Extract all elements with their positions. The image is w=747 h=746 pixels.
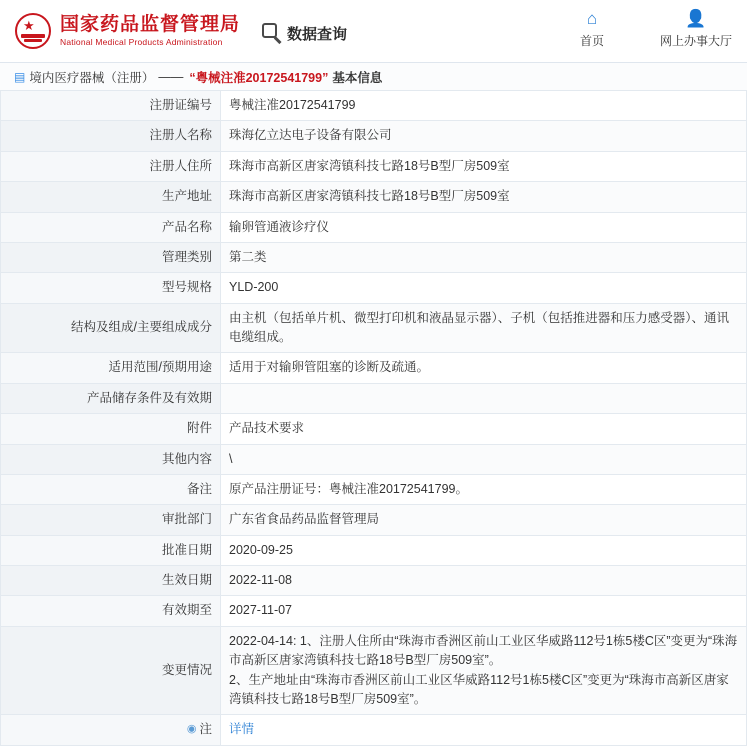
row-value: 珠海市高新区唐家湾镇科技七路18号B型厂房509室 (221, 151, 747, 181)
header-nav (555, 8, 733, 49)
row-value: 2022-04-14: 1、注册人住所由“珠海市香洲区前山工业区华威路112号1栋5楼C区”变更为“珠海市高新区唐家湾镇科技七路18号B型厂房509室”。 2、生产地址由“珠海市香洲区前山工业区华威路112号1栋5楼C区”变更为“珠海市高新区唐家湾镇科技七路18号B型厂房509室”。 (221, 626, 747, 715)
row-label: 注册人住所 (1, 151, 221, 181)
table-row (1, 505, 747, 535)
row-value: 珠海亿立达电子设备有限公司 (221, 121, 747, 151)
nav-item-service-hall[interactable] (659, 8, 733, 49)
table-row (1, 353, 747, 383)
row-value-note (221, 715, 747, 745)
row-value: 由主机（包括单片机、微型打印机和液晶显示器）、子机（包括推进器和压力感受器）、通讯电缆组成。 (221, 303, 747, 353)
table-row (1, 151, 747, 181)
org-name-cn: 国家药品监督管理局 (60, 14, 241, 36)
table-row (1, 596, 747, 626)
table-row (1, 121, 747, 151)
row-value: 珠海市高新区唐家湾镇科技七路18号B型厂房509室 (221, 182, 747, 212)
table-row (1, 444, 747, 474)
table-row (1, 414, 747, 444)
row-label: 变更情况 (1, 626, 221, 715)
org-name-en: National Medical Products Administration (60, 37, 223, 48)
table-row (1, 535, 747, 565)
row-value: 粤械注准20172541799 (221, 91, 747, 121)
table-row (1, 303, 747, 353)
registration-info-table (0, 90, 747, 746)
row-label: 生效日期 (1, 566, 221, 596)
home-icon: ⌂ (586, 9, 598, 28)
user-icon: 👤 (685, 9, 707, 28)
bullet-icon: ◉ (186, 723, 197, 736)
data-query-tag[interactable] (262, 19, 347, 44)
row-label: 产品名称 (1, 212, 221, 242)
row-label: 有效期至 (1, 596, 221, 626)
row-label: 审批部门 (1, 505, 221, 535)
row-label: 备注 (1, 474, 221, 504)
row-value: \ (221, 444, 747, 474)
document-icon: ▤ (14, 69, 26, 84)
row-value: 原产品注册证号：粤械注准20172541799。 (221, 474, 747, 504)
row-label: 结构及组成/主要组成成分 (1, 303, 221, 353)
nav-item-service-hall-label: 网上办事大厅 (659, 34, 732, 48)
org-names (60, 14, 240, 48)
data-query-label: 数据查询 (287, 25, 348, 43)
row-value: 广东省食品药品监督管理局 (221, 505, 747, 535)
nav-item-home[interactable] (555, 8, 629, 49)
row-label: 生产地址 (1, 182, 221, 212)
row-label: 管理类别 (1, 242, 221, 272)
breadcrumb-separator: —— (158, 69, 184, 84)
row-value: 第二类 (221, 242, 747, 272)
row-label: 附件 (1, 414, 221, 444)
table-row-change-history (1, 626, 747, 715)
site-header (0, 0, 747, 62)
table-row (1, 474, 747, 504)
table-row-note (1, 715, 747, 745)
note-label-text: 注 (199, 722, 212, 737)
table-row (1, 242, 747, 272)
details-link[interactable]: 详情 (229, 722, 255, 737)
breadcrumb-highlight: “粤械注准20172541799” (189, 70, 329, 85)
breadcrumb (0, 62, 747, 90)
row-value (221, 383, 747, 413)
row-label: 其他内容 (1, 444, 221, 474)
magnifier-icon (262, 23, 283, 44)
row-label: 注册人名称 (1, 121, 221, 151)
row-value: 适用于对输卵管阻塞的诊断及疏通。 (221, 353, 747, 383)
row-value: 2027-11-07 (221, 596, 747, 626)
breadcrumb-category[interactable]: 境内医疗器械（注册） (29, 70, 155, 85)
row-label: 适用范围/预期用途 (1, 353, 221, 383)
site-logo[interactable] (14, 12, 240, 50)
national-emblem-icon: ★ (14, 12, 52, 50)
row-value: 2020-09-25 (221, 535, 747, 565)
table-row (1, 212, 747, 242)
row-value: YLD-200 (221, 273, 747, 303)
row-label: 注册证编号 (1, 91, 221, 121)
table-row (1, 91, 747, 121)
row-label: 产品储存条件及有效期 (1, 383, 221, 413)
nav-item-home-label: 首页 (579, 34, 604, 48)
row-value: 2022-11-08 (221, 566, 747, 596)
table-row (1, 182, 747, 212)
table-row (1, 566, 747, 596)
row-label: 批准日期 (1, 535, 221, 565)
row-label: 型号规格 (1, 273, 221, 303)
table-row (1, 273, 747, 303)
row-value: 产品技术要求 (221, 414, 747, 444)
row-value: 输卵管通液诊疗仪 (221, 212, 747, 242)
table-row (1, 383, 747, 413)
row-label-note (1, 715, 221, 745)
breadcrumb-suffix: 基本信息 (332, 70, 383, 85)
